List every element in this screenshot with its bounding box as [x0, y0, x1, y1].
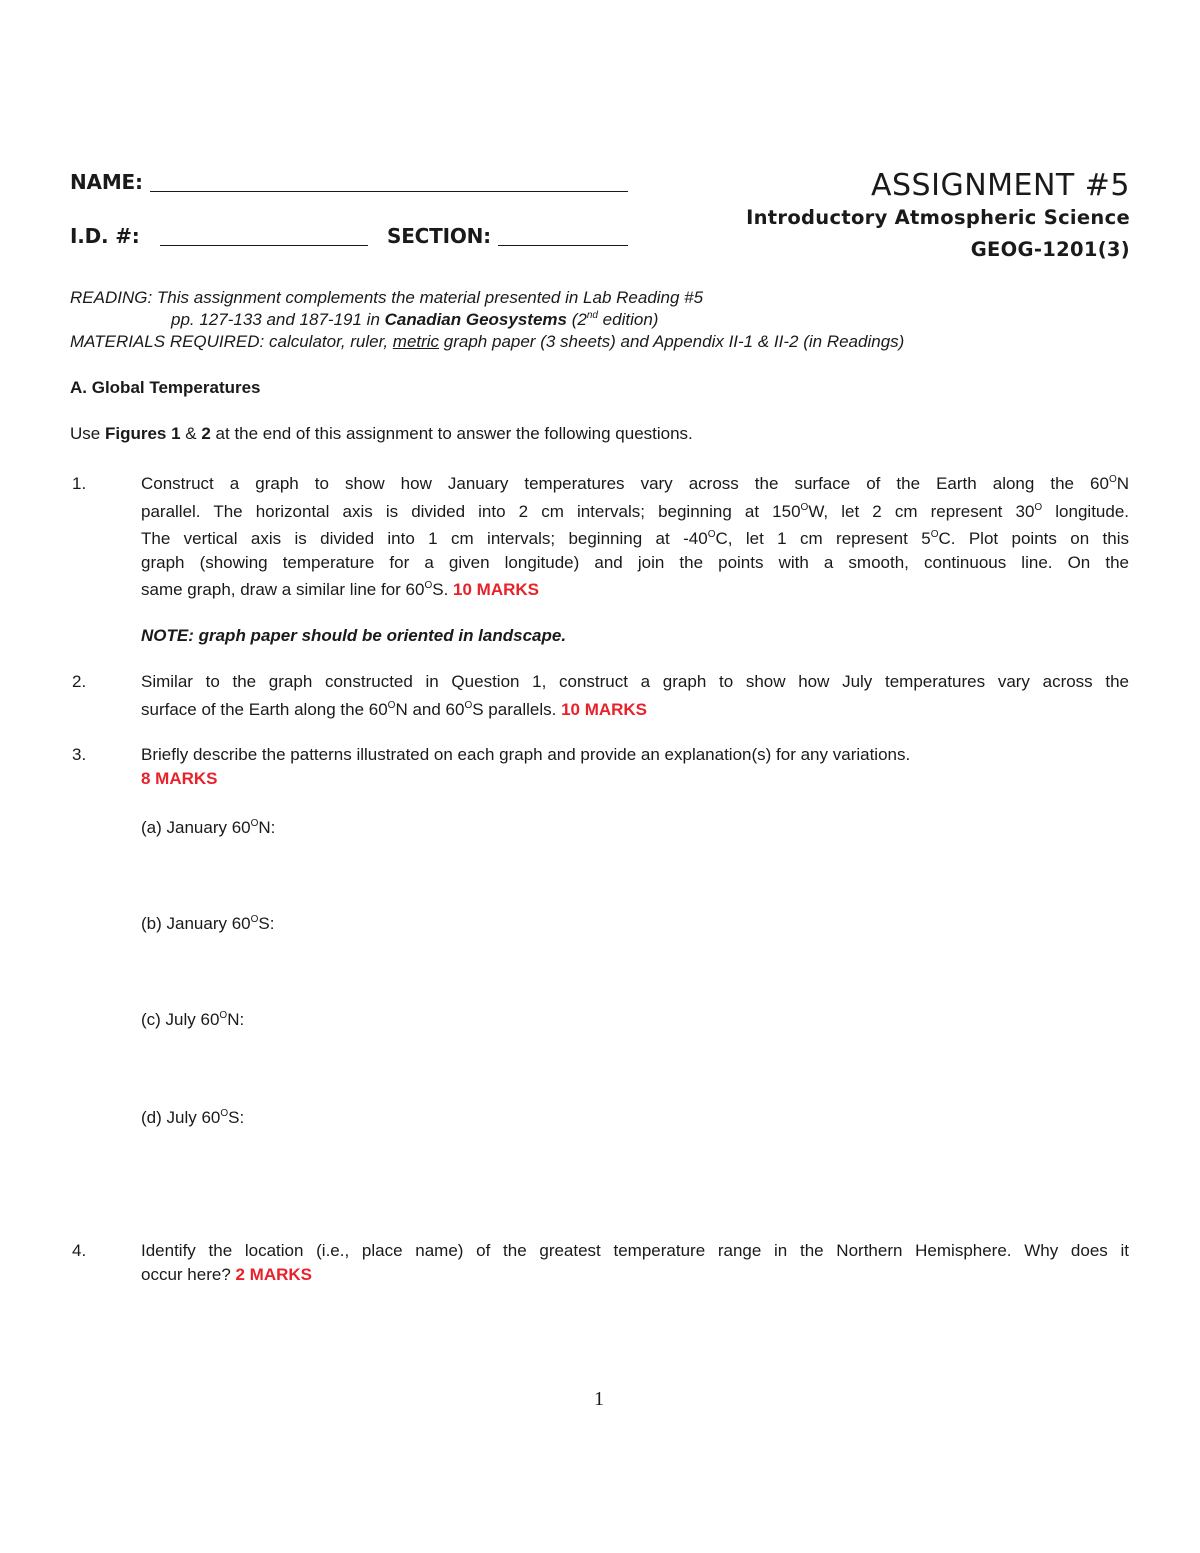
page-number: 1 — [594, 1388, 604, 1410]
section-intro: Use Figures 1 & 2 at the end of this assignment to answer the following questions. — [70, 424, 693, 443]
question-4-text: Identify the location (i.e., place name) of the greatest temperature range in the Northern Hemisphere. Why does it occur here? 2 MARKS — [141, 1241, 1129, 1284]
question-2-text: Similar to the graph constructed in Question 1, construct a graph to show how July temperatures vary across the surface of the Earth along the $60^ON$ and $60^OS$ parallels. 10 MARKS — [141, 672, 1129, 719]
question-3-part-c: (c) July $60^ON$: — [141, 1010, 245, 1029]
section-label: SECTION: — [387, 224, 491, 248]
assignment-title: ASSIGNMENT #5 — [870, 168, 1130, 203]
question-4-number: 4. — [72, 1241, 87, 1260]
course-code: GEOG-1201(3) — [970, 238, 1130, 261]
section-heading: A. Global Temperatures — [70, 378, 261, 397]
question-3-marks: 8 MARKS — [141, 768, 218, 788]
materials-line: MATERIALS REQUIRED: calculator, ruler, metric graph paper (3 sheets) and Appendix II-1 & II-2 (in Readings) — [70, 332, 905, 351]
reading-line-2: pp. 127-133 and 187-191 in Canadian Geosystems (2nd edition) — [171, 310, 659, 329]
question-1-number: 1. — [72, 474, 87, 493]
question-2-marks: 10 MARKS — [561, 699, 648, 719]
question-3-part-b: (b) January $60^OS$: — [141, 914, 275, 933]
question-3-part-a: (a) January $60^ON$: — [141, 818, 276, 837]
question-1-marks: 10 MARKS — [453, 580, 540, 599]
question-3-part-d: (d) July $60^OS$: — [141, 1108, 245, 1127]
question-3-text: Briefly describe the patterns illustrated on each graph and provide an explanation(s) for any variations. 8 MARKS — [141, 745, 911, 788]
question-4-marks: 2 MARKS — [235, 1264, 313, 1284]
question-1-note: NOTE: graph paper should be oriented in landscape. — [141, 626, 567, 645]
question-3-number: 3. — [72, 745, 87, 764]
question-1-text: Construct a graph to show how January temperatures vary across the surface of the Earth along the $60^ON$ parallel. The horizontal axis is divided into 2 cm intervals; beginning at $150^OW$, let 2 cm represent $30^O$ longitude. The vertical axis is divided into 1 cm intervals; beginning at $-40^OC$, let 1 cm represent $5^OC$. Plot points on this graph (showing temperature for a given longitude) and join the points with a smooth, continuous line. On the same graph, draw a similar line for $60^OS$. 10 MARKS — [141, 474, 1130, 599]
section-field-line[interactable] — [498, 245, 628, 246]
course-name: Introductory Atmospheric Science — [746, 206, 1130, 229]
question-2-number: 2. — [72, 672, 87, 691]
name-field-line[interactable] — [150, 191, 628, 192]
id-field-line[interactable] — [160, 245, 368, 246]
textbook-title: Canadian Geosystems — [384, 310, 567, 329]
name-label: NAME: — [70, 170, 143, 194]
reading-line-1: READING: This assignment complements the material presented in Lab Reading #5 — [70, 288, 704, 307]
id-label: I.D. #: — [70, 224, 140, 248]
